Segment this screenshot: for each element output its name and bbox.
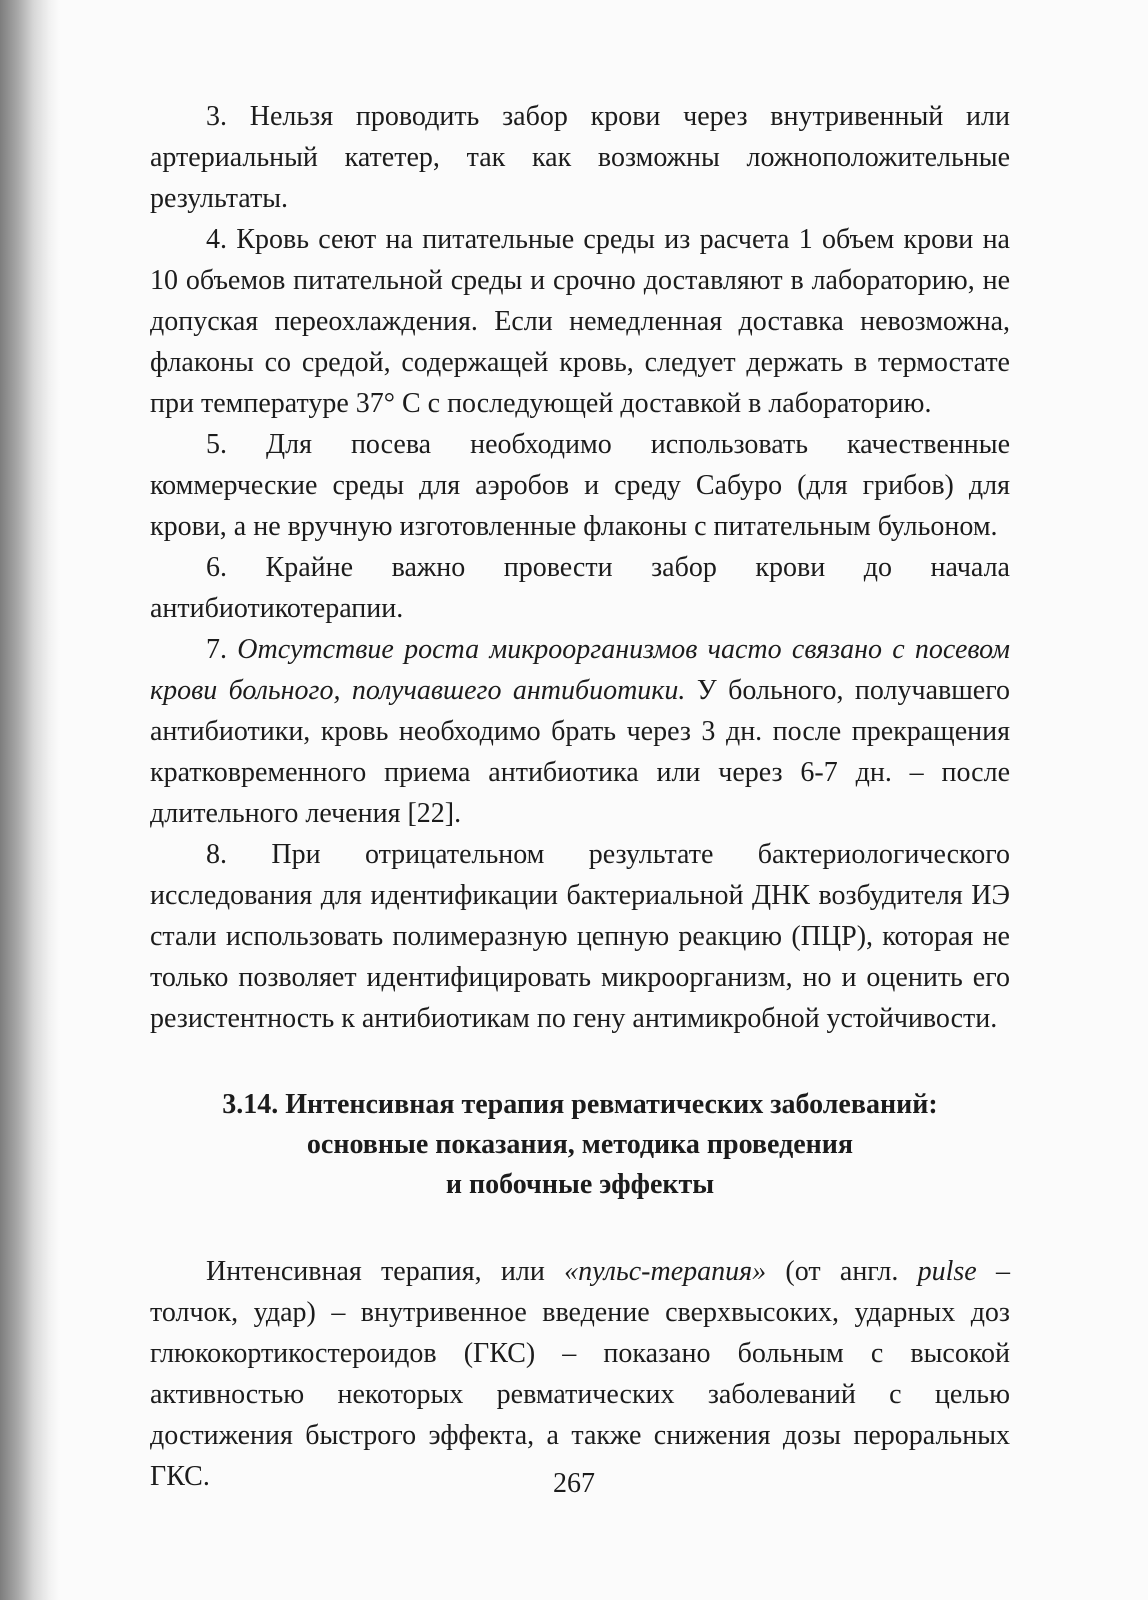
intro-term-pulse-therapy: «пульс-терапия» (564, 1256, 767, 1287)
list-item-number: 4. (206, 224, 227, 255)
section-heading (150, 1085, 1010, 1205)
list-item-7 (150, 629, 1010, 834)
list-item-number: 6. (206, 552, 227, 583)
list-item-number: 7. (206, 634, 227, 665)
intro-term-pulse: pulse (917, 1256, 977, 1287)
section-heading-line-3: и побочные эффекты (445, 1169, 715, 1200)
list-item-6 (150, 547, 1010, 629)
intro-text-1: Интенсивная терапия, или (206, 1256, 565, 1287)
list-item-text: При отрицательном результате бактериологического исследования для идентификации бактериальной ДНК возбудителя ИЭ стали использовать полимеразную цепную реакцию (ПЦР), которая не только позволяет идентифицировать микроорганизм, но и оценить его резистентность к антибиотикам по гену антимикробной устойчивости. (150, 839, 1011, 1034)
intro-text-3: – толчок, удар) – внутривенное введение сверхвысоких, ударных доз глюкокортикостероидов (ГКС) – показано больным с высокой активностью некоторых ревматических заболеваний с целью достижения быстрого эффекта, а также снижения дозы пероральных ГКС. (150, 1256, 1011, 1492)
list-item-text: У больного, получавшего антибиотики, кровь необходимо брать через 3 дн. после прекращения кратковременного приема антибиотика или через 6-7 дн. – после длительного лечения [22]. (150, 675, 1011, 829)
list-item-4 (150, 219, 1010, 424)
list-item-text: Нельзя проводить забор крови через внутривенный или артериальный катетер, так как возможны ложноположительные результаты. (150, 101, 1011, 214)
list-item-3 (150, 96, 1010, 219)
page-number: 267 (553, 1468, 595, 1499)
section-heading-line-1: 3.14. Интенсивная терапия ревматических заболеваний: (222, 1089, 938, 1120)
list-item-number: 5. (206, 429, 227, 460)
list-item-8 (150, 834, 1010, 1039)
page-content (150, 96, 1010, 1497)
spine-shadow (0, 0, 60, 1600)
intro-paragraph (150, 1251, 1010, 1497)
list-item-5 (150, 424, 1010, 547)
list-item-text: Для посева необходимо использовать качественные коммерческие среды для аэробов и среду Сабуро (для грибов) для крови, а не вручную изготовленные флаконы с питательным бульоном. (150, 429, 1011, 542)
list-item-text: Крайне важно провести забор крови до начала антибиотикотерапии. (150, 552, 1010, 624)
list-item-text: Кровь сеют на питательные среды из расчета 1 объем крови на 10 объемов питательной среды и срочно доставляют в лабораторию, не допуская переохлаждения. Если немедленная доставка невозможна, флаконы со средой, содержащей кровь, следует держать в термостате при температуре 37° С с последующей доставкой в лабораторию. (150, 224, 1010, 419)
list-item-emphasis: Отсутствие роста микроорганизмов часто связано с посевом крови больного, получавшего антибиотики. (150, 634, 1010, 706)
list-item-number: 3. (206, 101, 227, 132)
section-heading-line-2: основные показания, методика проведения (306, 1129, 854, 1160)
intro-text-2: (от англ. (766, 1256, 918, 1287)
list-item-number: 8. (206, 839, 227, 870)
